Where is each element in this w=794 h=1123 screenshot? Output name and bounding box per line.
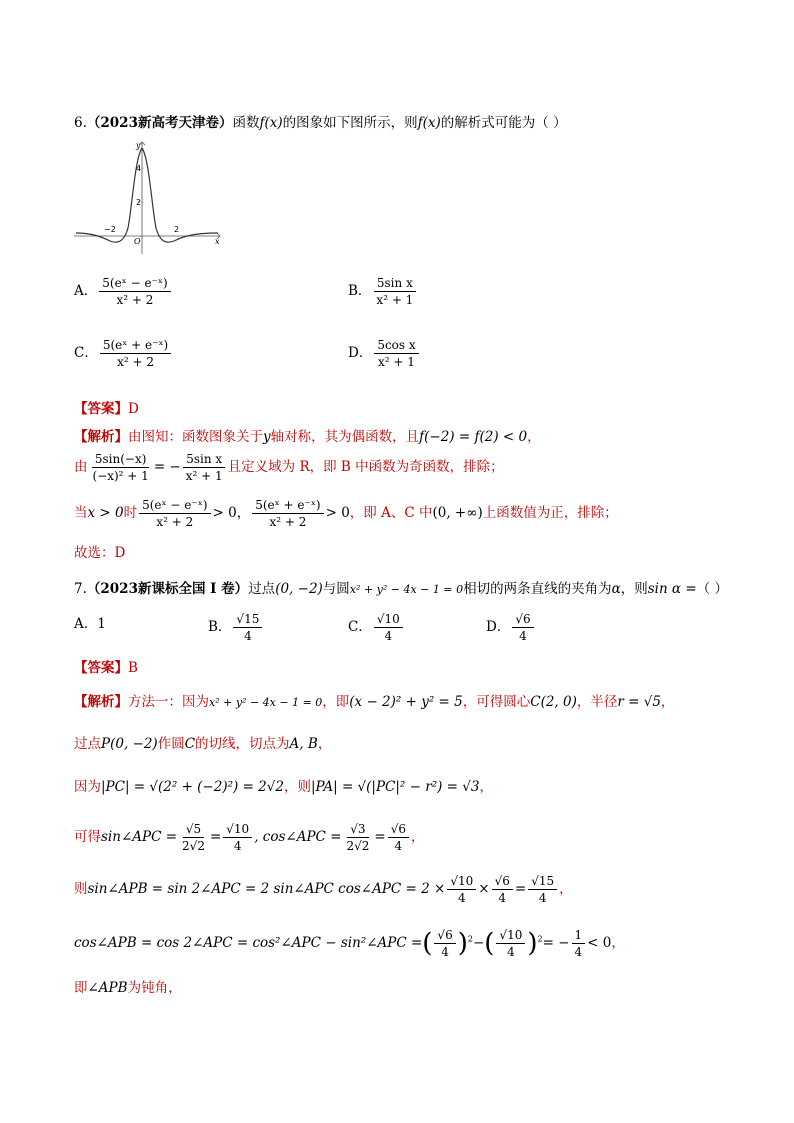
q7-analysis-line4 <box>74 822 424 853</box>
q7-analysis-line5 <box>74 874 573 905</box>
fraction-numerator: 5(eˣ + e⁻ˣ) <box>100 338 171 354</box>
math-expression: f(−2) = f(2) < 0 <box>419 429 528 445</box>
analysis-text: ， <box>611 935 625 951</box>
fraction-numerator: √6 <box>492 874 513 890</box>
q7-option-c[interactable] <box>348 612 405 643</box>
analysis-text: 即 <box>74 980 88 996</box>
q6-number: 6. <box>74 115 87 131</box>
math-operator: × <box>478 881 490 897</box>
fraction-numerator: √10 <box>496 928 525 944</box>
fraction-denominator: 4 <box>384 629 393 643</box>
function-curve <box>76 148 218 242</box>
q6-option-a[interactable] <box>74 276 173 307</box>
analysis-text: ， <box>410 829 425 845</box>
q6-stem-text-a: 函数 <box>232 115 260 131</box>
fraction-numerator: 5sin x <box>374 276 416 292</box>
math-expression: x² + y² − 4x − 1 = 0 <box>209 696 323 709</box>
tick-x-neg2: −2 <box>104 225 116 234</box>
math-alpha: α <box>611 581 621 597</box>
q7-number: 7. <box>74 581 87 597</box>
math-expression: x > 0 <box>87 505 124 521</box>
q6-stem-text-c: 的解析式可能为（ ） <box>440 115 567 131</box>
fraction-numerator: √6 <box>512 612 533 628</box>
fraction-denominator: x² + 2 <box>117 355 154 369</box>
math-expression: sin∠APB = sin 2∠APC = 2 sin∠APC cos∠APC = 2 × <box>87 881 446 897</box>
fraction-numerator: √10 <box>374 612 403 628</box>
q7-source: （2023新课标全国 Ⅰ 卷） <box>86 581 249 597</box>
q6-function-graph <box>72 138 224 256</box>
analysis-tag: 【解析】 <box>74 429 128 445</box>
stem-text: 过点 <box>248 581 276 597</box>
fraction-denominator: x² + 2 <box>269 515 307 529</box>
math-expression: |PA| = √(|PC|² − r²) = √3 <box>310 779 480 795</box>
analysis-text: 因为 <box>74 779 101 795</box>
option-label: B． <box>348 283 372 299</box>
stem-text: （ ） <box>696 581 728 597</box>
q7-answer <box>74 656 138 676</box>
x-axis-label: x <box>215 237 220 246</box>
math-expression: ∠APB <box>87 980 128 996</box>
right-paren: ) <box>527 928 538 959</box>
q6-option-c[interactable] <box>74 338 173 369</box>
q7-analysis-line6 <box>74 928 625 959</box>
analysis-text: ，即 <box>322 694 350 710</box>
q6-stem-text-b: 的图象如下图所示，则 <box>282 115 418 131</box>
fraction-denominator: 4 <box>458 891 466 905</box>
math-expression: C <box>184 736 196 752</box>
left-paren: ( <box>484 928 495 959</box>
fraction-denominator: 4 <box>244 629 252 643</box>
math-expression: cos∠APB = cos 2∠APC = cos²∠APC − sin²∠APC = <box>74 935 423 951</box>
origin-label: O <box>134 237 141 246</box>
stem-text: ，则 <box>620 581 648 597</box>
analysis-text: 为钝角， <box>127 980 182 996</box>
fraction-numerator: 5(eˣ − e⁻ˣ) <box>139 498 210 514</box>
math-expression: C(2, 0) <box>530 694 577 710</box>
fraction-denominator: 4 <box>394 839 403 853</box>
option-label: A． <box>74 616 98 632</box>
q7-analysis-line1 <box>74 690 674 710</box>
analysis-text: 时 <box>123 505 138 521</box>
fraction-denominator: 2√2 <box>182 839 205 853</box>
analysis-text: 过点 <box>74 736 101 752</box>
math-operator: > 0， <box>212 505 251 521</box>
fraction-denominator: 4 <box>574 945 583 959</box>
option-label: B． <box>208 619 232 635</box>
fraction-numerator: 5cos x <box>374 338 418 354</box>
square-exponent: 2 <box>467 934 473 944</box>
math-operator: = − <box>153 459 181 475</box>
answer-tag: 【答案】 <box>74 401 128 417</box>
fraction-numerator: 5(eˣ + e⁻ˣ) <box>252 498 323 514</box>
left-paren: ( <box>422 928 433 959</box>
analysis-text: 当 <box>74 505 88 521</box>
fraction-denominator: 4 <box>498 891 507 905</box>
analysis-text: 且定义域为 R，即 B 中函数为奇函数，排除； <box>227 459 504 475</box>
tick-y-4: 4 <box>136 164 142 173</box>
q6-option-d[interactable] <box>348 338 421 369</box>
analysis-text: ，即 A、C 中 <box>349 505 433 521</box>
q6-analysis-line3 <box>74 498 618 529</box>
fraction-numerator: √15 <box>528 874 557 890</box>
q6-fx-2: f(x) <box>417 115 441 131</box>
fraction-denominator: (−x)² + 1 <box>92 469 149 483</box>
square-exponent: 2 <box>537 934 543 944</box>
analysis-text: 由图知：函数图象关于 <box>128 429 263 445</box>
analysis-text: ，则 <box>283 779 311 795</box>
analysis-text: 方法一：因为 <box>128 694 209 710</box>
fraction-denominator: 4 <box>538 891 547 905</box>
math-expression: r = √5 <box>617 694 661 710</box>
q6-analysis-line2 <box>74 452 504 483</box>
math-operator: = <box>514 881 527 897</box>
fraction-denominator: 4 <box>233 839 242 853</box>
q7-analysis-line2 <box>74 732 331 752</box>
answer-tag: 【答案】 <box>74 660 128 676</box>
q6-stem <box>74 111 567 131</box>
option-label: D． <box>486 619 511 635</box>
y-axis-label: y <box>136 141 141 150</box>
fraction-denominator: 2√2 <box>346 839 370 853</box>
q6-fx-1: f(x) <box>259 115 283 131</box>
analysis-text: 则 <box>74 881 88 897</box>
math-equation: x² + y² − 4x − 1 = 0 <box>349 583 464 596</box>
fraction-denominator: x² + 2 <box>116 293 154 307</box>
analysis-text: ，半径 <box>576 694 618 710</box>
math-expression: |PC| = √(2² + (−2)²) = 2√2 <box>101 779 284 795</box>
math-expression: A, B <box>289 736 318 752</box>
fraction-denominator: 4 <box>507 945 515 959</box>
right-paren: ) <box>457 928 468 959</box>
fraction-numerator: √5 <box>183 822 204 838</box>
math-operator: = − <box>542 935 570 951</box>
fraction-numerator: √10 <box>447 874 476 890</box>
fraction-numerator: √3 <box>347 822 368 838</box>
fraction-numerator: √6 <box>434 928 455 944</box>
analysis-text: 可得 <box>74 829 101 845</box>
q6-analysis-line1 <box>74 425 541 445</box>
analysis-text: ， <box>527 429 541 445</box>
fraction-denominator: x² + 1 <box>378 355 415 369</box>
q6-conclusion: 故选：D <box>74 545 126 561</box>
math-operator: − <box>472 935 485 951</box>
fraction-numerator: √6 <box>388 822 409 838</box>
answer-value: D <box>128 401 139 417</box>
answer-value: B <box>128 660 138 676</box>
math-expression: P(0, −2) <box>101 736 158 752</box>
math-expression: (x − 2)² + y² = 5 <box>349 694 463 710</box>
option-label: A． <box>74 283 98 299</box>
q6-source: （2023新高考天津卷） <box>86 115 233 131</box>
math-sin: sin α = <box>647 581 697 597</box>
fraction-denominator: 4 <box>519 629 527 643</box>
option-value: 1 <box>97 616 106 632</box>
fraction-numerator: 5(eˣ − e⁻ˣ) <box>99 276 170 292</box>
math-operator: > 0 <box>325 505 350 521</box>
fraction-numerator: 5sin x <box>183 452 225 468</box>
math-y: y <box>263 429 271 445</box>
analysis-text: ，可得圆心 <box>462 694 531 710</box>
analysis-text: 由 <box>74 459 88 475</box>
math-operator: = <box>374 829 386 845</box>
fraction-denominator: 4 <box>441 945 449 959</box>
math-point: (0, −2) <box>275 581 323 597</box>
fraction-numerator: 5sin(−x) <box>92 452 150 468</box>
stem-text: 与圆 <box>322 581 350 597</box>
analysis-text: ， <box>660 694 675 710</box>
stem-text: 相切的两条直线的夹角为 <box>463 581 612 597</box>
fraction-numerator: √10 <box>223 822 252 838</box>
q6-answer <box>74 397 139 417</box>
fraction-denominator: x² + 1 <box>185 469 223 483</box>
analysis-tag: 【解析】 <box>74 694 128 710</box>
option-label: C． <box>348 619 372 635</box>
tick-x-2: 2 <box>174 225 180 234</box>
fraction-numerator: √15 <box>233 612 262 628</box>
option-label: D． <box>348 345 373 361</box>
tick-y-2: 2 <box>136 198 142 207</box>
q7-option-b[interactable] <box>208 612 264 643</box>
math-operator: = <box>209 829 222 845</box>
analysis-text: 作圆 <box>157 736 185 752</box>
math-expression: sin∠APC = <box>101 829 178 845</box>
q7-stem <box>74 577 728 597</box>
option-label: C． <box>74 345 98 361</box>
q7-option-d[interactable] <box>486 612 536 643</box>
analysis-text: 轴对称，其为偶函数，且 <box>270 429 420 445</box>
analysis-text: 的切线，切点为 <box>195 736 290 752</box>
q6-option-b[interactable] <box>348 276 418 307</box>
fraction-denominator: x² + 1 <box>376 293 414 307</box>
analysis-text: ， <box>479 779 493 795</box>
math-operator: < 0 <box>587 935 612 951</box>
math-interval: (0, +∞) <box>432 505 483 521</box>
fraction-numerator: 1 <box>572 928 586 944</box>
analysis-text: ， <box>559 881 573 897</box>
analysis-text: ， <box>317 736 332 752</box>
q7-analysis-line3 <box>74 775 493 795</box>
q7-analysis-line7 <box>74 976 182 996</box>
math-expression: , cos∠APC = <box>254 829 342 845</box>
analysis-text: 上函数值为正，排除； <box>482 505 618 521</box>
fraction-denominator: x² + 2 <box>156 515 194 529</box>
q7-option-a[interactable] <box>74 612 106 632</box>
